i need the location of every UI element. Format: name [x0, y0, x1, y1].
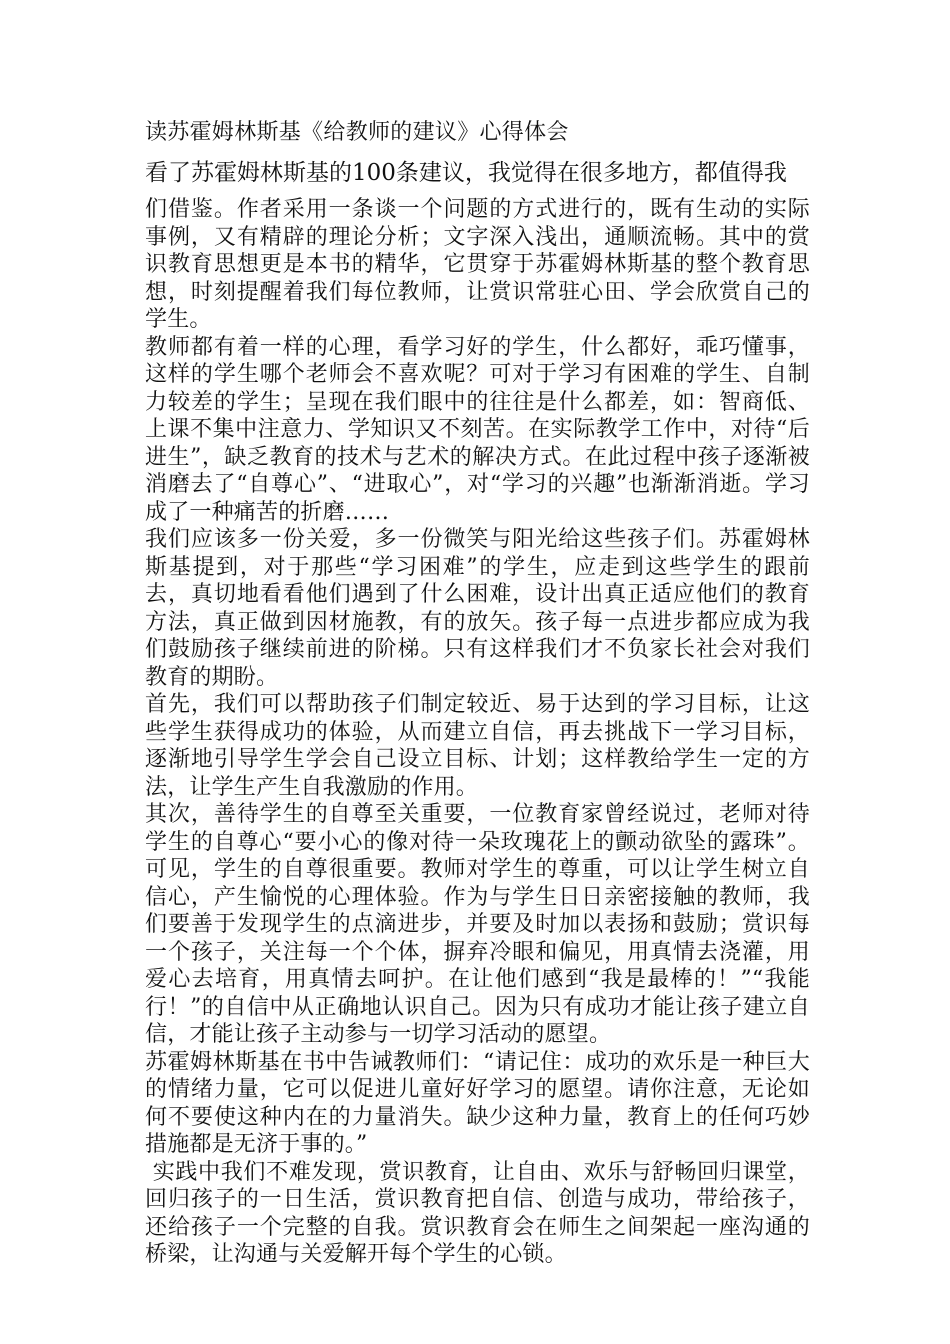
paragraph-6: 苏霍姆林斯基在书中告诫教师们：“请记住：成功的欢乐是一种巨大的情绪力量，它可以促进儿童好好学习的愿望。请你注意，无论如何不要使这种内在的力量消失。缺少这种力量，教育上的任何巧妙措施都是无济于事的。”	[145, 1049, 810, 1157]
paragraph-1: 们借鉴。作者采用一条谈一个问题的方式进行的，既有生动的实际事例，又有精辟的理论分析；文字深入浅出，通顺流畅。其中的赏识教育思想更是本书的精华，它贯穿于苏霍姆林斯基的整个教育思想，时刻提醒着我们每位教师，让赏识常驻心田、学会欣赏自己的学生。	[145, 197, 810, 332]
paragraph-3: 我们应该多一份关爱，多一份微笑与阳光给这些孩子们。苏霍姆林斯基提到，对于那些“学习困难”的学生，应走到这些学生的跟前去，真切地看看他们遇到了什么困难，设计出真正适应他们的教育方法，真正做到因材施教，有的放矢。孩子每一点进步都应成为我们鼓励孩子继续前进的阶梯。只有这样我们才不负家长社会对我们教育的期盼。	[145, 527, 810, 690]
document-body	[145, 118, 810, 1269]
document-title: 读苏霍姆林斯基《给教师的建议》心得体会	[145, 120, 569, 145]
paragraph-5: 其次，善待学生的自尊至关重要，一位教育家曾经说过，老师对待学生的自尊心“要小心的像对待一朵玫瑰花上的颤动欲坠的露珠”。可见，学生的自尊很重要。教师对学生的尊重，可以让学生树立自信心，产生愉悦的心理体验。作为与学生日日亲密接触的教师，我们要善于发现学生的点滴进步，并要及时加以表扬和鼓励；赏识每一个孩子，关注每一个个体，摒弃冷眼和偏见，用真情去浇灌，用爱心去培育，用真情去呵护。在让他们感到“我是最棒的！”“我能行！”的自信中从正确地认识自己。因为只有成功才能让孩子建立自信，才能让孩子主动参与一切学习活动的愿望。	[145, 802, 810, 1047]
lead-line: 看了苏霍姆林斯基的100条建议，我觉得在很多地方，都值得我	[145, 160, 787, 186]
paragraph-2: 教师都有着一样的心理，看学习好的学生，什么都好，乖巧懂事，这样的学生哪个老师会不喜欢呢？可对于学习有困难的学生、自制力较差的学生；呈现在我们眼中的往往是什么都差，如：智商低、上课不集中注意力、学知识又不刻苦。在实际教学工作中，对待“后进生”，缺乏教育的技术与艺术的解决方式。在此过程中孩子逐渐被消磨去了“自尊心”、“进取心”，对“学习的兴趣”也渐渐消逝。学习成了一种痛苦的折磨……	[145, 334, 810, 525]
paragraph-7: 实践中我们不难发现，赏识教育，让自由、欢乐与舒畅回归课堂，回归孩子的一日生活，赏识教育把自信、创造与成功，带给孩子，还给孩子一个完整的自我。赏识教育会在师生之间架起一座沟通的桥梁，让沟通与关爱解开每个学生的心锁。	[145, 1159, 810, 1267]
paragraph-4: 首先，我们可以帮助孩子们制定较近、易于达到的学习目标，让这些学生获得成功的体验，从而建立自信，再去挑战下一学习目标，逐渐地引导学生学会自己设立目标、计划；这样教给学生一定的方法，让学生产生自我激励的作用。	[145, 692, 810, 800]
